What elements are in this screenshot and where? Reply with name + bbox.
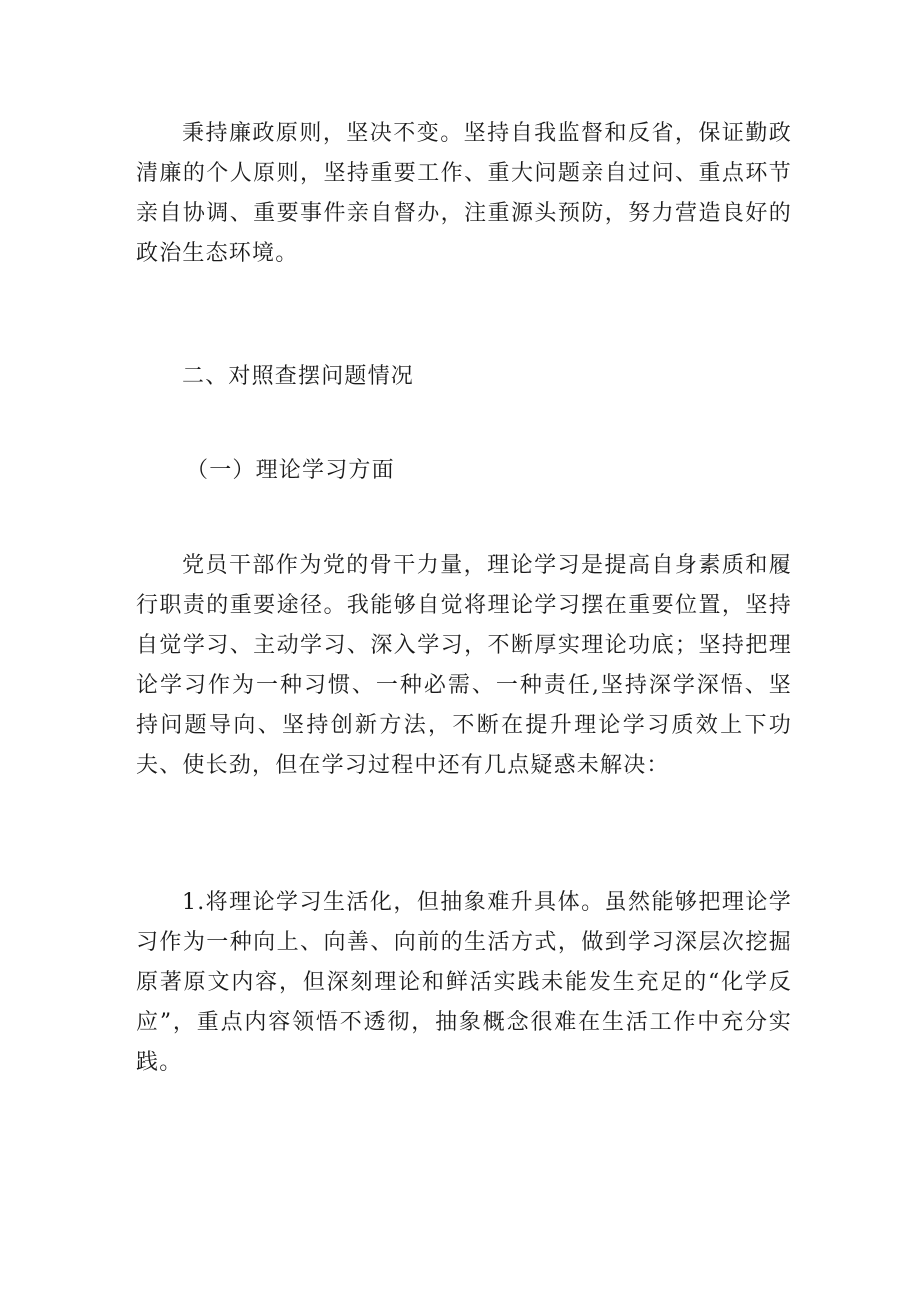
paragraph-theory-study: 党员干部作为党的骨干力量，理论学习是提高自身素质和履行职责的重要途径。我能够自觉将理论学习摆在重要位置，坚持自觉学习、主动学习、深入学习，不断厚实理论功底；坚持把理论学习作为一种习惯、一种必需、一种责任,坚持深学深悟、坚持问题导向、坚持创新方法，不断在提升理论学习质效上下功夫、使长劲，但在学习过程中还有几点疑惑未解决：: [136, 553, 792, 778]
subsection-heading: （一）理论学习方面: [186, 458, 395, 483]
paragraph-integrity-principle: 秉持廉政原则，坚决不变。坚持自我监督和反省，保证勤政清廉的个人原则，坚持重要工作、重大问题亲自过问、重点环节亲自协调、重要事件亲自督办，注重源头预防，努力营造良好的政治生态环境。: [136, 121, 792, 266]
paragraph-item-1: 1.将理论学习生活化，但抽象难升具体。虽然能够把理论学习作为一种向上、向善、向前的生活方式，做到学习深层次挖掘原著原文内容，但深刻理论和鲜活实践未能发生充足的“化学反应”，重点内容领悟不透彻，抽象概念很难在生活工作中充分实践。: [136, 890, 792, 1075]
section-heading: 二、对照查摆问题情况: [182, 364, 415, 389]
